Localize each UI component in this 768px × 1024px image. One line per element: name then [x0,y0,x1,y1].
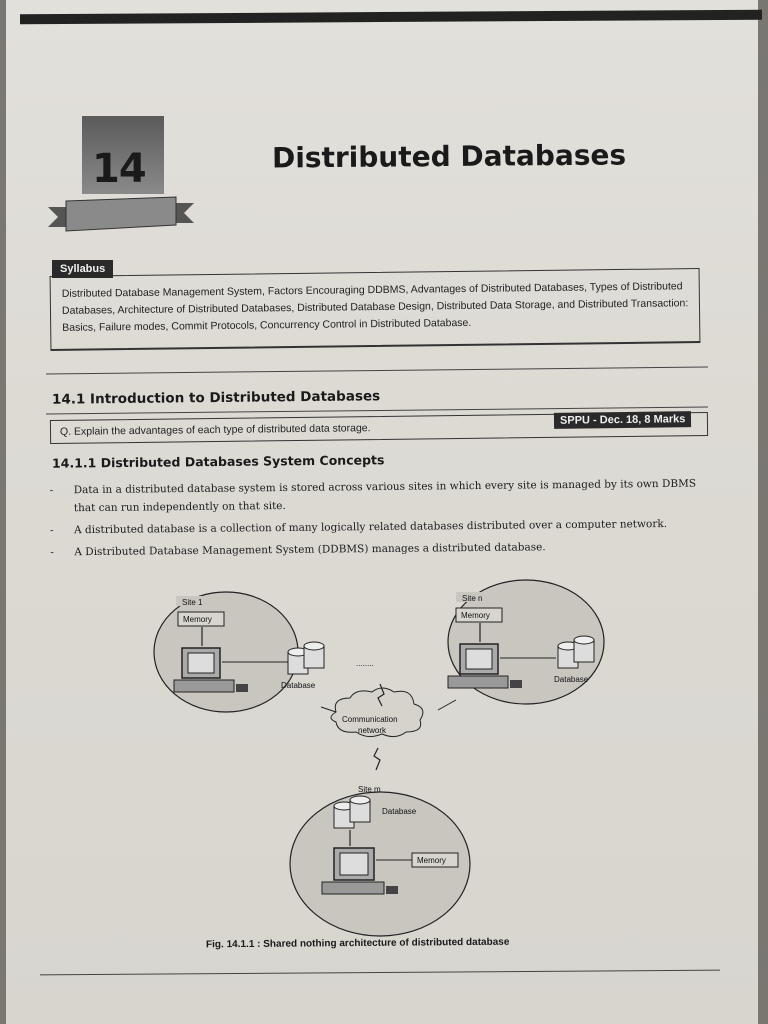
site-1-memory: Memory [183,615,212,624]
architecture-diagram [146,572,626,942]
site-n-label: Site n [462,594,483,603]
chapter-title: Distributed Databases [271,138,627,175]
bullet-text: Data in a distributed database system is stored across various sites in which every site is managed by its own DBMS that can run independently on that site. [73,477,697,515]
network-label-line1: Communication [342,715,398,724]
syllabus-tag: Syllabus [52,260,113,278]
figure-caption: Fig. 14.1.1 : Shared nothing architecture of distributed database [205,936,510,951]
ellipsis: ........ [356,659,374,668]
network-cloud [331,688,423,737]
exam-badge: SPPU - Dec. 18, 8 Marks [554,411,692,429]
bullet-text: A distributed database is a collection of many logically related databases distributed over a computer network. [74,517,668,537]
site-m-node [290,785,470,936]
list-item [50,515,710,540]
question-text: Q. Explain the advantages of each type of distributed data storage. [59,422,371,438]
site-m-memory: Memory [417,856,446,865]
section-title: 14.1 Introduction to Distributed Databases [51,388,381,408]
ribbon-icon [48,193,194,237]
list-item [50,475,710,518]
network-label-line2: network [358,726,387,735]
site-1-label: Site 1 [182,598,203,607]
site-n-memory: Memory [461,611,490,620]
site-m-database: Database [382,807,417,816]
syllabus-text: Distributed Database Management System, Factors Encouraging DDBMS, Advantages of Distributed Databases, Types of Distributed Databases, Architecture of Distributed Databases, Distributed Database Design, Distributed Data Storage, and Distributed Transaction: Basics, Failure modes, Commit Protocols, Concurrency Control in Distributed Database. [61,280,689,334]
bottom-rule [40,970,720,976]
bullet-dash: - [49,484,54,497]
list-item [50,537,710,562]
page [6,0,758,1024]
chapter-number: 14 [92,146,146,192]
site-n-node [448,580,604,704]
subsection-title: 14.1.1 Distributed Databases System Concepts [51,452,385,471]
bullet-text: A Distributed Database Management System (DDBMS) manages a distributed database. [74,541,546,559]
site-1-node [154,592,324,712]
bullet-dash: - [50,546,54,559]
divider [46,367,708,375]
site-n-database: Database [554,675,589,684]
site-1-database: Database [281,681,316,690]
bullet-dash: - [50,524,54,537]
site-m-label: Site m [358,785,381,794]
bullet-list [50,475,711,566]
top-rule [20,10,762,25]
